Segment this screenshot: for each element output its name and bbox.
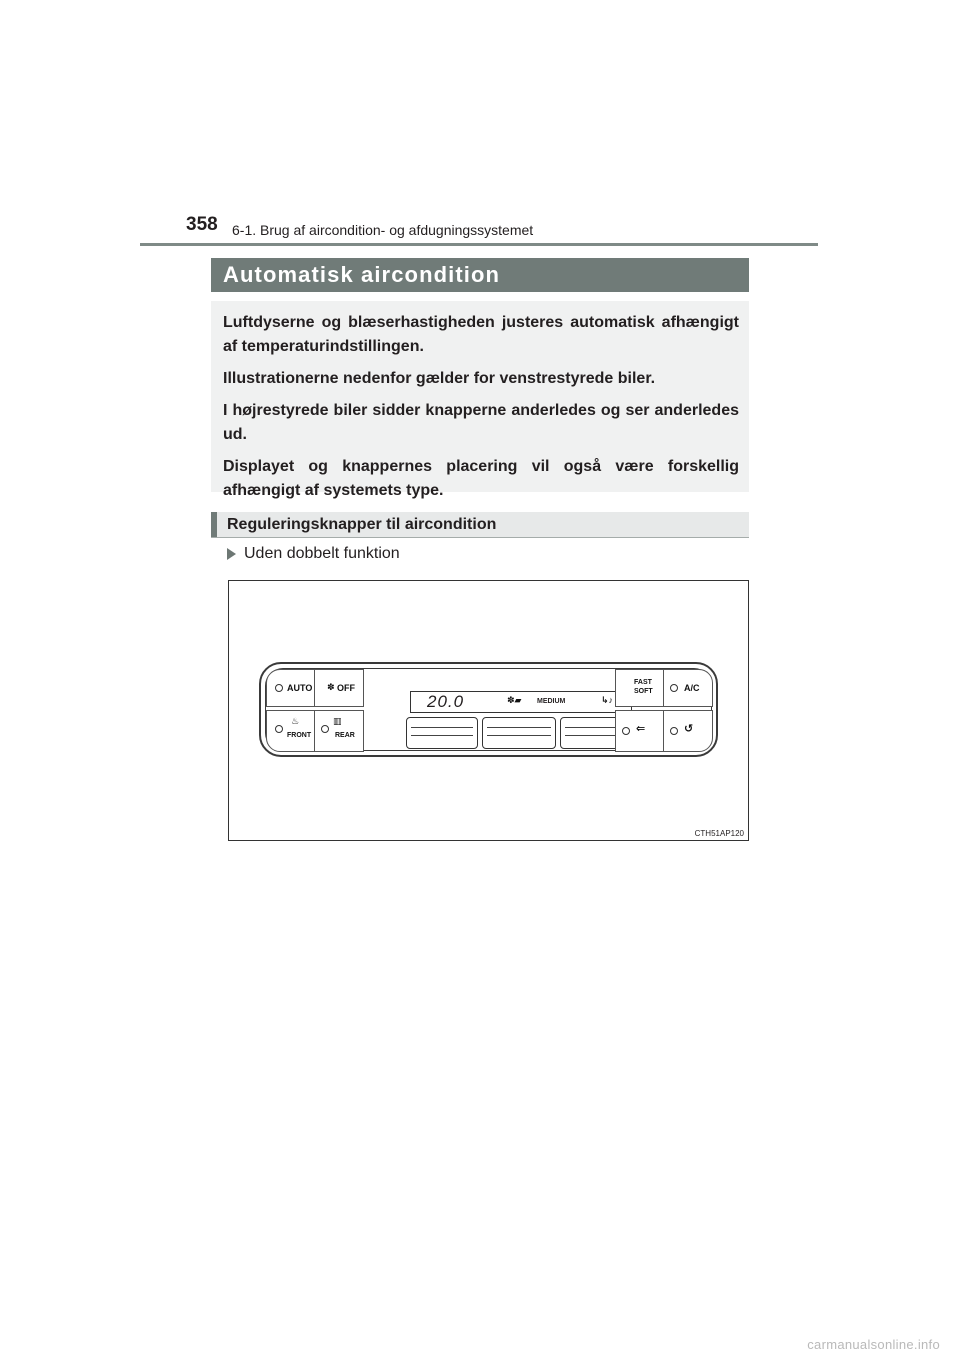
auto-label: AUTO bbox=[287, 683, 313, 693]
outside-air-button[interactable] bbox=[615, 710, 665, 752]
intro-paragraph: Luftdyserne og blæserhastigheden justeres automatisk afhængigt af temperaturindstillingen. bbox=[223, 314, 739, 355]
triangle-bullet-icon bbox=[227, 548, 236, 560]
front-defroster-button[interactable] bbox=[266, 710, 316, 752]
outside-air-led bbox=[622, 727, 630, 735]
section-title: Automatisk aircondition bbox=[223, 262, 501, 287]
off-label: OFF bbox=[337, 683, 355, 693]
fast-soft-button[interactable] bbox=[615, 669, 665, 707]
page-number: 358 bbox=[186, 214, 218, 235]
ac-indicator-led bbox=[670, 684, 678, 692]
fan-icon: ✽ bbox=[327, 682, 335, 692]
front-label: FRONT bbox=[287, 732, 312, 739]
rear-label: REAR bbox=[335, 732, 355, 739]
subsection-heading bbox=[211, 512, 749, 538]
rear-defogger-led bbox=[321, 725, 329, 733]
section-heading bbox=[211, 258, 749, 292]
front-defroster-led bbox=[275, 725, 283, 733]
outside-air-icon: ⇐ bbox=[636, 723, 646, 735]
climate-control-panel bbox=[259, 662, 718, 757]
auto-button[interactable] bbox=[266, 669, 316, 707]
vent-slat bbox=[411, 735, 473, 736]
rear-defogger-button[interactable] bbox=[314, 710, 364, 752]
air-vent bbox=[482, 717, 556, 749]
lcd-display bbox=[410, 691, 632, 713]
fast-label: FAST bbox=[634, 679, 652, 686]
subsection-title: Reguleringsknapper til aircondition bbox=[227, 515, 497, 533]
intro-paragraph: I højrestyrede biler sidder knapperne anderledes og ser anderledes ud. bbox=[223, 402, 739, 443]
soft-label: SOFT bbox=[634, 688, 653, 695]
airflow-mode-icon: ↳♪ bbox=[601, 695, 614, 705]
recirculation-icon: ↺ bbox=[684, 723, 694, 735]
rear-defogger-icon: ▥ bbox=[333, 716, 342, 726]
vent-slat bbox=[487, 727, 551, 728]
vent-slat bbox=[487, 735, 551, 736]
ac-button[interactable] bbox=[663, 669, 713, 707]
watermark: carmanualsonline.info bbox=[807, 1337, 940, 1352]
fan-speed-icon: ✽▰ bbox=[507, 695, 522, 705]
bullet-text: Uden dobbelt funktion bbox=[244, 545, 400, 562]
running-head: 6-1. Brug af aircondition- og afdugningssystemet bbox=[232, 222, 534, 238]
vent-slat bbox=[411, 727, 473, 728]
air-vent bbox=[406, 717, 478, 749]
recirculation-button[interactable] bbox=[663, 710, 713, 752]
ac-label: A/C bbox=[684, 683, 700, 693]
panel-bezel bbox=[265, 668, 712, 751]
intro-paragraph: Illustrationerne nedenfor gælder for venstrestyrede biler. bbox=[223, 370, 656, 387]
auto-indicator-led bbox=[275, 684, 283, 692]
figure-frame bbox=[228, 580, 749, 841]
header-rule bbox=[140, 243, 818, 246]
intro-box bbox=[211, 301, 749, 499]
bullet-item bbox=[227, 545, 400, 563]
intro-paragraph: Displayet og knappernes placering vil også være forskellig afhængigt af systemets type. bbox=[223, 458, 739, 499]
figure-code: CTH51AP120 bbox=[694, 829, 744, 838]
recirculation-led bbox=[670, 727, 678, 735]
temperature-readout: 20.0 bbox=[427, 692, 465, 711]
front-defroster-icon: ♨ bbox=[291, 716, 300, 726]
display-and-vents bbox=[396, 683, 638, 749]
fan-off-button[interactable] bbox=[314, 669, 364, 707]
fan-mode-readout: MEDIUM bbox=[537, 698, 566, 705]
subsection-marker bbox=[211, 512, 217, 537]
